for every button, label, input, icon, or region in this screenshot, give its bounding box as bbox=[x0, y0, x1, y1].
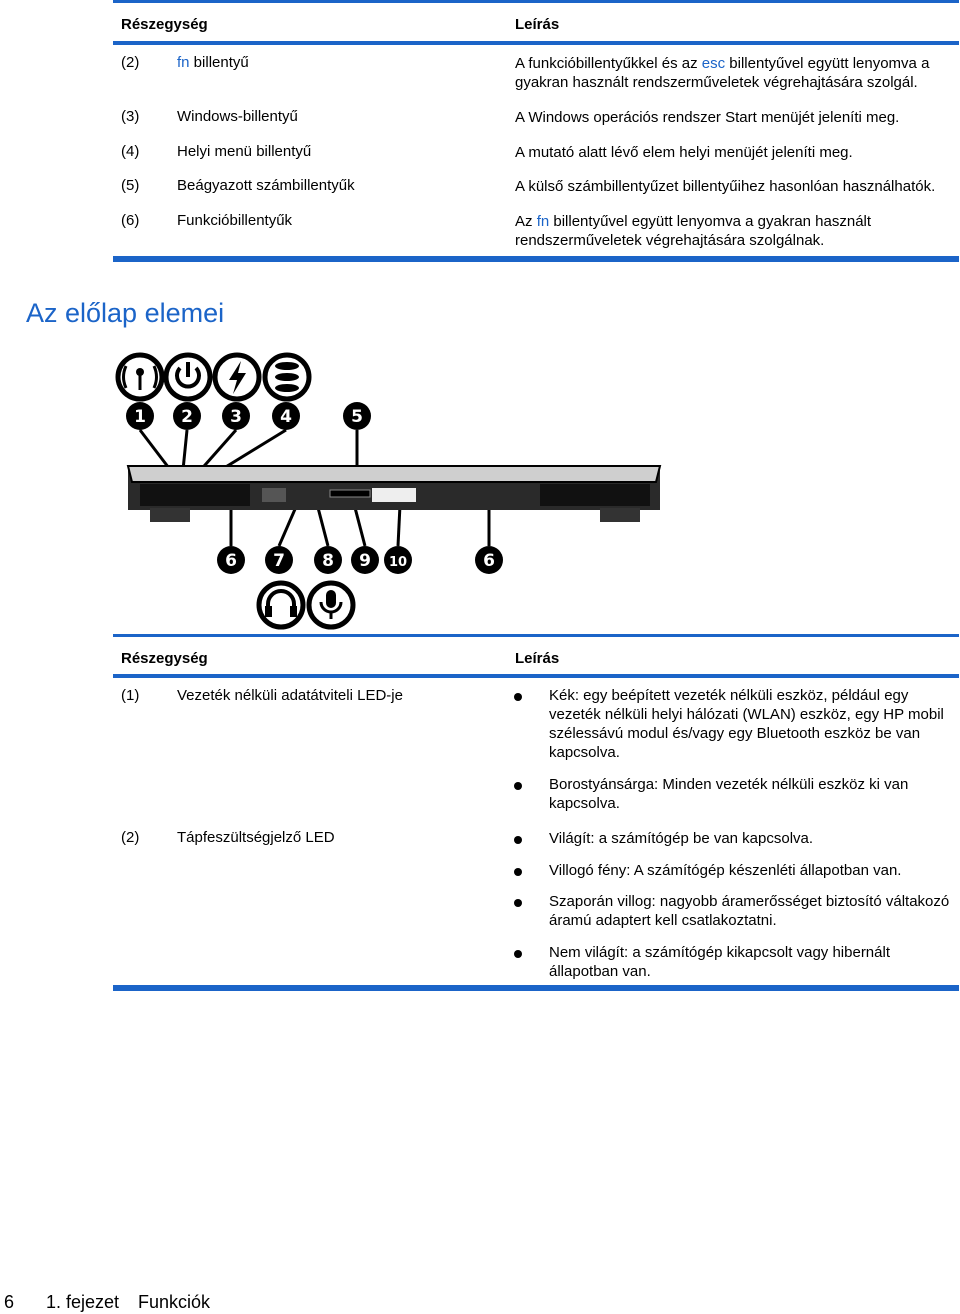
list-item: Villogó fény: A számítógép készenléti állapotban van. bbox=[549, 862, 902, 879]
table-row-component: Beágyazott számbillentyűk bbox=[177, 177, 355, 194]
callout-number: 5 bbox=[351, 407, 363, 427]
table-row-number: (6) bbox=[121, 212, 140, 229]
list-item: Kék: egy beépített vezeték nélküli eszköz, például egy vezeték nélküli helyi hálózati (WLAN) eszköz, egy HP mobil szélessávú modul és/vagy egy Bluetooth eszköz be van kapcsolva. bbox=[549, 687, 944, 761]
table1-header-component: Részegység bbox=[121, 16, 208, 33]
callout-number: 7 bbox=[273, 551, 285, 571]
table-row-description: A mutató alatt lévő elem helyi menüjét jeleníti meg. bbox=[515, 144, 853, 161]
table-row-description: A külső számbillentyűzet billentyűihez hasonlóan használhatók. bbox=[515, 178, 936, 195]
callout-number: 1 bbox=[134, 407, 146, 427]
callout-number: 4 bbox=[280, 407, 292, 427]
table1-header-rule bbox=[113, 41, 959, 45]
callout-number: 9 bbox=[359, 551, 371, 571]
bullet-icon bbox=[514, 836, 522, 844]
table-row-number: (4) bbox=[121, 143, 140, 160]
table-row-number: (1) bbox=[121, 687, 140, 704]
list-item: Borostyánsárga: Minden vezeték nélküli eszköz ki van kapcsolva. bbox=[549, 776, 909, 812]
fn-key-link[interactable]: fn bbox=[177, 54, 190, 71]
table-row-description: Az fn billentyűvel együtt lenyomva a gyakran használt rendszerműveletek végrehajtására szolgálnak. bbox=[515, 213, 872, 249]
callout-number: 10 bbox=[388, 555, 408, 570]
front-panel-figure bbox=[0, 340, 700, 640]
list-item: Szaporán villog: nagyobb áramerősséget biztosító váltakozó áramú adaptert kell csatlakoztatni. bbox=[549, 893, 950, 929]
callout-number: 6 bbox=[225, 551, 237, 571]
list-item: Nem világít: a számítógép kikapcsolt vagy hibernált állapotban van. bbox=[549, 944, 890, 980]
table-row-component: Tápfeszültségjelző LED bbox=[177, 829, 335, 846]
laptop-front-illustration bbox=[128, 466, 660, 522]
callout-number: 8 bbox=[322, 551, 334, 571]
headphone-icon bbox=[259, 583, 303, 627]
battery-charge-icon bbox=[215, 355, 259, 399]
table1-top-rule bbox=[113, 0, 959, 3]
chapter-title: Funkciók bbox=[138, 1292, 211, 1312]
esc-key-link[interactable]: esc bbox=[701, 55, 726, 72]
table-row-number: (3) bbox=[121, 108, 140, 125]
page-number: 6 bbox=[4, 1292, 15, 1312]
chapter-label: 1. fejezet bbox=[46, 1292, 120, 1312]
table-row-number: (2) bbox=[121, 54, 140, 71]
table2-header-description: Leírás bbox=[515, 650, 560, 667]
table2-bottom-rule bbox=[113, 985, 959, 991]
callout-number: 2 bbox=[181, 407, 193, 427]
callout-number: 3 bbox=[230, 407, 242, 427]
list-item: Világít: a számítógép be van kapcsolva. bbox=[549, 830, 814, 847]
wireless-icon bbox=[118, 355, 162, 399]
hard-drive-icon bbox=[265, 355, 309, 399]
fn-key-link[interactable]: fn bbox=[536, 213, 550, 230]
table-row-component: fn billentyű bbox=[177, 54, 249, 71]
table-row-description: A Windows operációs rendszer Start menüjét jeleníti meg. bbox=[515, 109, 900, 126]
table-row-component: Funkcióbillentyűk bbox=[177, 212, 293, 229]
bullet-icon bbox=[514, 950, 522, 958]
table2-header-rule bbox=[113, 674, 959, 678]
table-row-description: A funkcióbillentyűkkel és az esc billentyűvel együtt lenyomva a gyakran használt rendszerműveletek végrehajtására szolgál. bbox=[515, 55, 930, 91]
table1-header-description: Leírás bbox=[515, 16, 560, 33]
power-icon bbox=[166, 355, 210, 399]
table-row-number: (5) bbox=[121, 177, 140, 194]
table-row-number: (2) bbox=[121, 829, 140, 846]
table-row-component: Vezeték nélküli adatátviteli LED-je bbox=[177, 687, 403, 704]
microphone-icon bbox=[309, 583, 353, 627]
table2-header-component: Részegység bbox=[121, 650, 208, 667]
table1-bottom-rule bbox=[113, 256, 959, 262]
table-row-component: Windows-billentyű bbox=[177, 108, 298, 125]
bullet-icon bbox=[514, 782, 522, 790]
section-title: Az előlap elemei bbox=[26, 298, 225, 328]
table-row-component: Helyi menü billentyű bbox=[177, 143, 312, 160]
callout-number: 6 bbox=[483, 551, 495, 571]
bullet-icon bbox=[514, 693, 522, 701]
bullet-icon bbox=[514, 899, 522, 907]
bullet-icon bbox=[514, 868, 522, 876]
table2-top-rule bbox=[113, 634, 959, 637]
